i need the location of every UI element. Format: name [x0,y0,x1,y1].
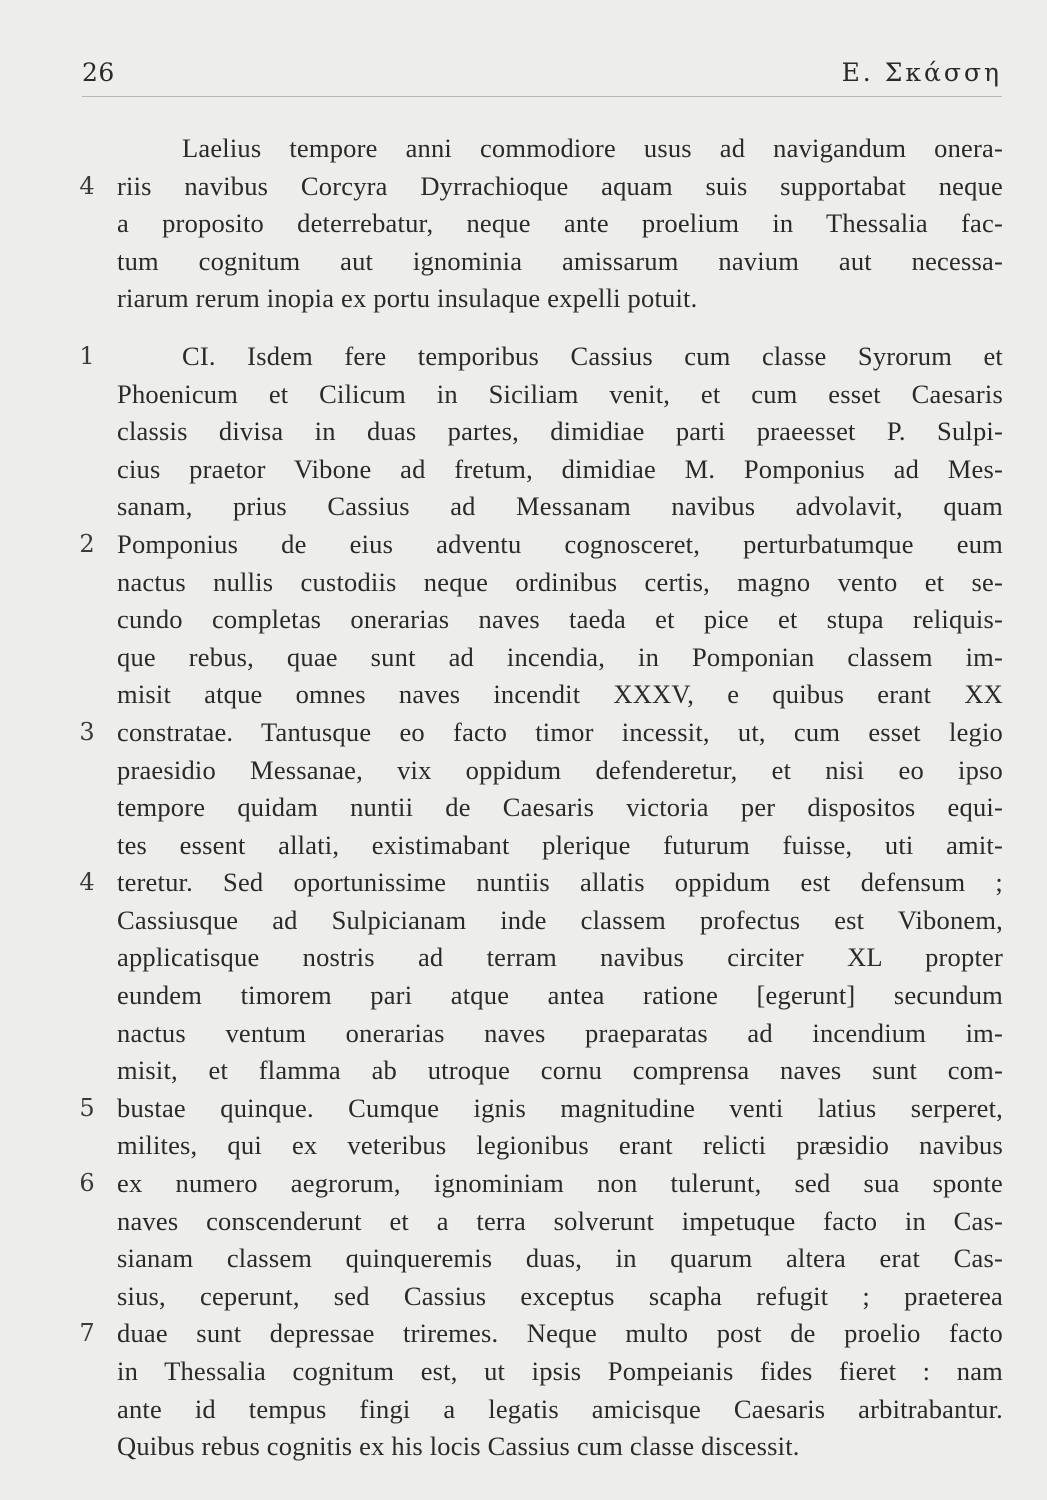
running-head-author: Ε. Σκάσση [841,58,1002,87]
section-number: 6 [79,1169,95,1198]
text-line [0,1090,1047,1128]
line-text: bustae quinque. Cumque ignis magnitudine venti latius serperet, [117,1092,1003,1123]
section-number: 4 [79,171,95,200]
line-text: constratae. Tantusque eo facto timor incessit, ut, cum esset legio [117,716,1003,747]
line-text: tempore quidam nuntii de Caesaris victoria per dispositos equi- [117,792,1003,823]
text-line [0,413,1047,451]
text-line [0,451,1047,489]
paragraph [0,130,1047,318]
text-line [0,243,1047,281]
line-text: Pomponius de eius adventu cognosceret, perturbatumque eum [117,528,1003,559]
running-head [82,58,1002,94]
text-line [0,789,1047,827]
text-line [0,1127,1047,1165]
text-line [0,1315,1047,1353]
line-text: eundem timorem pari atque antea ratione [egerunt] secundum [117,980,1003,1011]
text-line [0,1240,1047,1278]
line-text: riarum rerum inopia ex portu insulaque expelli potuit. [117,283,698,314]
text-line [0,1203,1047,1241]
section-number: 2 [79,529,95,558]
line-text: CI. Isdem fere temporibus Cassius cum classe Syrorum et [182,340,1003,371]
line-text: riis navibus Corcyra Dyrrachioque aquam suis supportabat neque [117,170,1003,201]
line-text: ex numero aegrorum, ignominiam non tulerunt, sed sua sponte [117,1168,1003,1199]
text-line [0,676,1047,714]
line-text: a proposito deterrebatur, neque ante proelium in Thessalia fac- [117,208,1003,239]
line-text: sanam, prius Cassius ad Messanam navibus advolavit, quam [117,491,1003,522]
text-line [0,864,1047,902]
line-text: Laelius tempore anni commodiore usus ad navigandum onera- [182,133,1003,163]
text-line [0,168,1047,206]
text-line [0,205,1047,243]
line-text: nactus nullis custodiis neque ordinibus certis, magno vento et se- [117,566,1003,597]
line-text: applicatisque nostris ad terram navibus circiter XL propter [117,942,1003,973]
text-line [0,1052,1047,1090]
text-line [0,752,1047,790]
line-text: cius praetor Vibone ad fretum, dimidiae M. Pomponius ad Mes- [117,453,1003,484]
line-text: misit, et flamma ab utroque cornu comprensa naves sunt com- [117,1055,1003,1086]
line-text: nactus ventum onerarias naves praeparatas ad incendium im- [117,1017,1003,1048]
text-line [0,564,1047,602]
line-text: ante id tempus fingi a legatis amicisque Caesaris arbitrabantur. [117,1393,1003,1424]
line-text: naves conscenderunt et a terra solverunt impetuque facto in Cas- [117,1205,1003,1236]
section-number: 3 [79,717,95,746]
line-text: cundo completas onerarias naves taeda et pice et stupa reliquis- [117,604,1003,635]
text-line [0,1428,1047,1466]
line-text: Quibus rebus cognitis ex his locis Cassius cum classe discessit. [117,1431,800,1462]
section-number: 5 [79,1093,95,1122]
line-text: duae sunt depressae triremes. Neque multo post de proelio facto [117,1318,1003,1349]
paragraph [0,338,1047,1466]
text-line [0,601,1047,639]
line-text: que rebus, quae sunt ad incendia, in Pomponian classem im- [117,641,1003,672]
text-line [0,714,1047,752]
text-line [0,1391,1047,1429]
line-text: classis divisa in duas partes, dimidiae parti praeesset P. Sulpi- [117,416,1003,447]
line-text: tum cognitum aut ignominia amissarum navium aut necessa- [117,245,1003,276]
line-text: tes essent allati, existimabant plerique futurum fuisse, uti amit- [117,829,1003,860]
text-line [0,939,1047,977]
text-line [0,130,1047,168]
line-text: Phoenicum et Cilicum in Siciliam venit, et cum esset Caesaris [117,378,1003,409]
text-line [0,639,1047,677]
text-line [0,977,1047,1015]
text-line [0,902,1047,940]
line-text: in Thessalia cognitum est, ut ipsis Pompeianis fides fieret : nam [117,1356,1003,1386]
header-rule [82,96,1002,97]
body-text [0,130,1047,1466]
section-number: 7 [79,1319,95,1348]
text-line [0,280,1047,318]
text-line [0,1278,1047,1316]
text-line [0,526,1047,564]
text-line [0,1015,1047,1053]
line-text: teretur. Sed oportunissime nuntiis allatis oppidum est defensum ; [117,867,1003,898]
text-line [0,1165,1047,1203]
section-number: 1 [79,341,95,370]
line-text: misit atque omnes naves incendit XXXV, e quibus erant XX [117,679,1003,710]
text-line [0,827,1047,865]
line-text: praesidio Messanae, vix oppidum defenderetur, et nisi eo ipso [117,754,1003,785]
section-number: 4 [79,868,95,897]
line-text: sius, ceperunt, sed Cassius exceptus scapha refugit ; praeterea [117,1280,1003,1311]
line-text: milites, qui ex veteribus legionibus erant relicti præsidio navibus [117,1130,1003,1161]
line-text: Cassiusque ad Sulpicianam inde classem profectus est Vibonem, [117,904,1003,935]
paragraph-gap [0,318,1047,338]
page-number: 26 [82,58,115,87]
text-line [0,338,1047,376]
text-line [0,488,1047,526]
text-line [0,376,1047,414]
text-line [0,1353,1047,1391]
line-text: sianam classem quinqueremis duas, in quarum altera erat Cas- [117,1243,1003,1274]
